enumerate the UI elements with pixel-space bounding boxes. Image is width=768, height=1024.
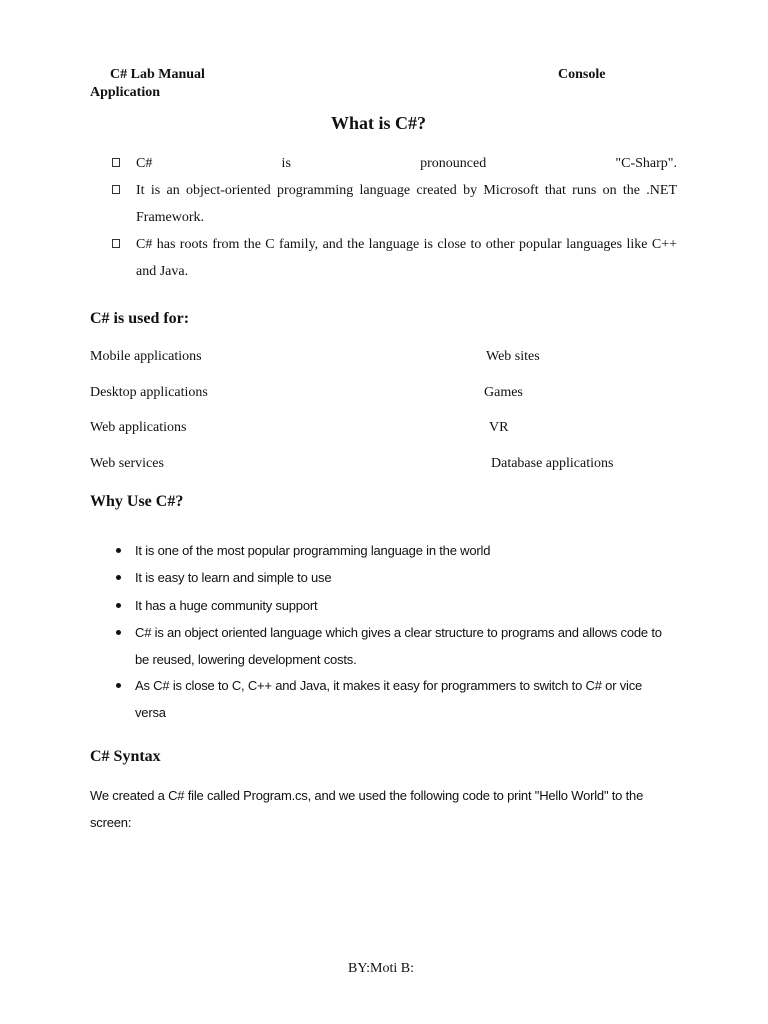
square-bullet-icon [112, 158, 120, 167]
uses-left-2: Desktop applications [90, 385, 208, 400]
intro-bullet-1: C# is pronounced "C-Sharp". [136, 156, 677, 171]
uses-right-4: Database applications [491, 456, 614, 471]
uses-right-1: Web sites [486, 349, 540, 364]
square-bullet-icon [112, 185, 120, 194]
bullet-dot-icon [116, 575, 121, 580]
bullet-dot-icon [116, 548, 121, 553]
why-bullet-2: It is easy to learn and simple to use [135, 570, 332, 585]
page-title: What is C#? [331, 113, 427, 133]
uses-heading: C# is used for: [90, 310, 190, 327]
uses-left-3: Web applications [90, 420, 187, 435]
header-second-line: Application [90, 85, 161, 100]
syntax-paragraph: We created a C# file called Program.cs, and we used the following code to print "Hello World" to the screen: [90, 788, 644, 830]
header-left-text: C# Lab Manual [110, 67, 205, 82]
footer-author: BY:Moti B: [348, 961, 415, 976]
why-bullet-1: It is one of the most popular programming language in the world [135, 543, 491, 558]
bullet-dot-icon [116, 630, 121, 635]
why-bullet-3: It has a huge community support [135, 598, 318, 613]
why-heading: Why Use C#? [90, 493, 184, 510]
square-bullet-icon [112, 239, 120, 248]
why-bullet-5: As C# is close to C, C++ and Java, it makes it easy for programmers to switch to C# or vice versa [135, 678, 643, 720]
intro-bullet-2: It is an object-oriented programming language created by Microsoft that runs on the .NET Framework. [136, 183, 677, 225]
uses-left-4: Web services [90, 456, 164, 471]
uses-left-1: Mobile applications [90, 349, 202, 364]
syntax-heading: C# Syntax [90, 748, 161, 765]
bullet-dot-icon [116, 683, 121, 688]
uses-right-3: VR [489, 420, 509, 435]
bullet-dot-icon [116, 603, 121, 608]
why-bullet-4: C# is an object oriented language which gives a clear structure to programs and allows code to be reused, lowering development costs. [135, 625, 662, 667]
intro-bullet-3: C# has roots from the C family, and the language is close to other popular languages like C++ and Java. [136, 237, 677, 279]
header-right-text: Console [558, 67, 606, 82]
uses-right-2: Games [484, 385, 523, 400]
